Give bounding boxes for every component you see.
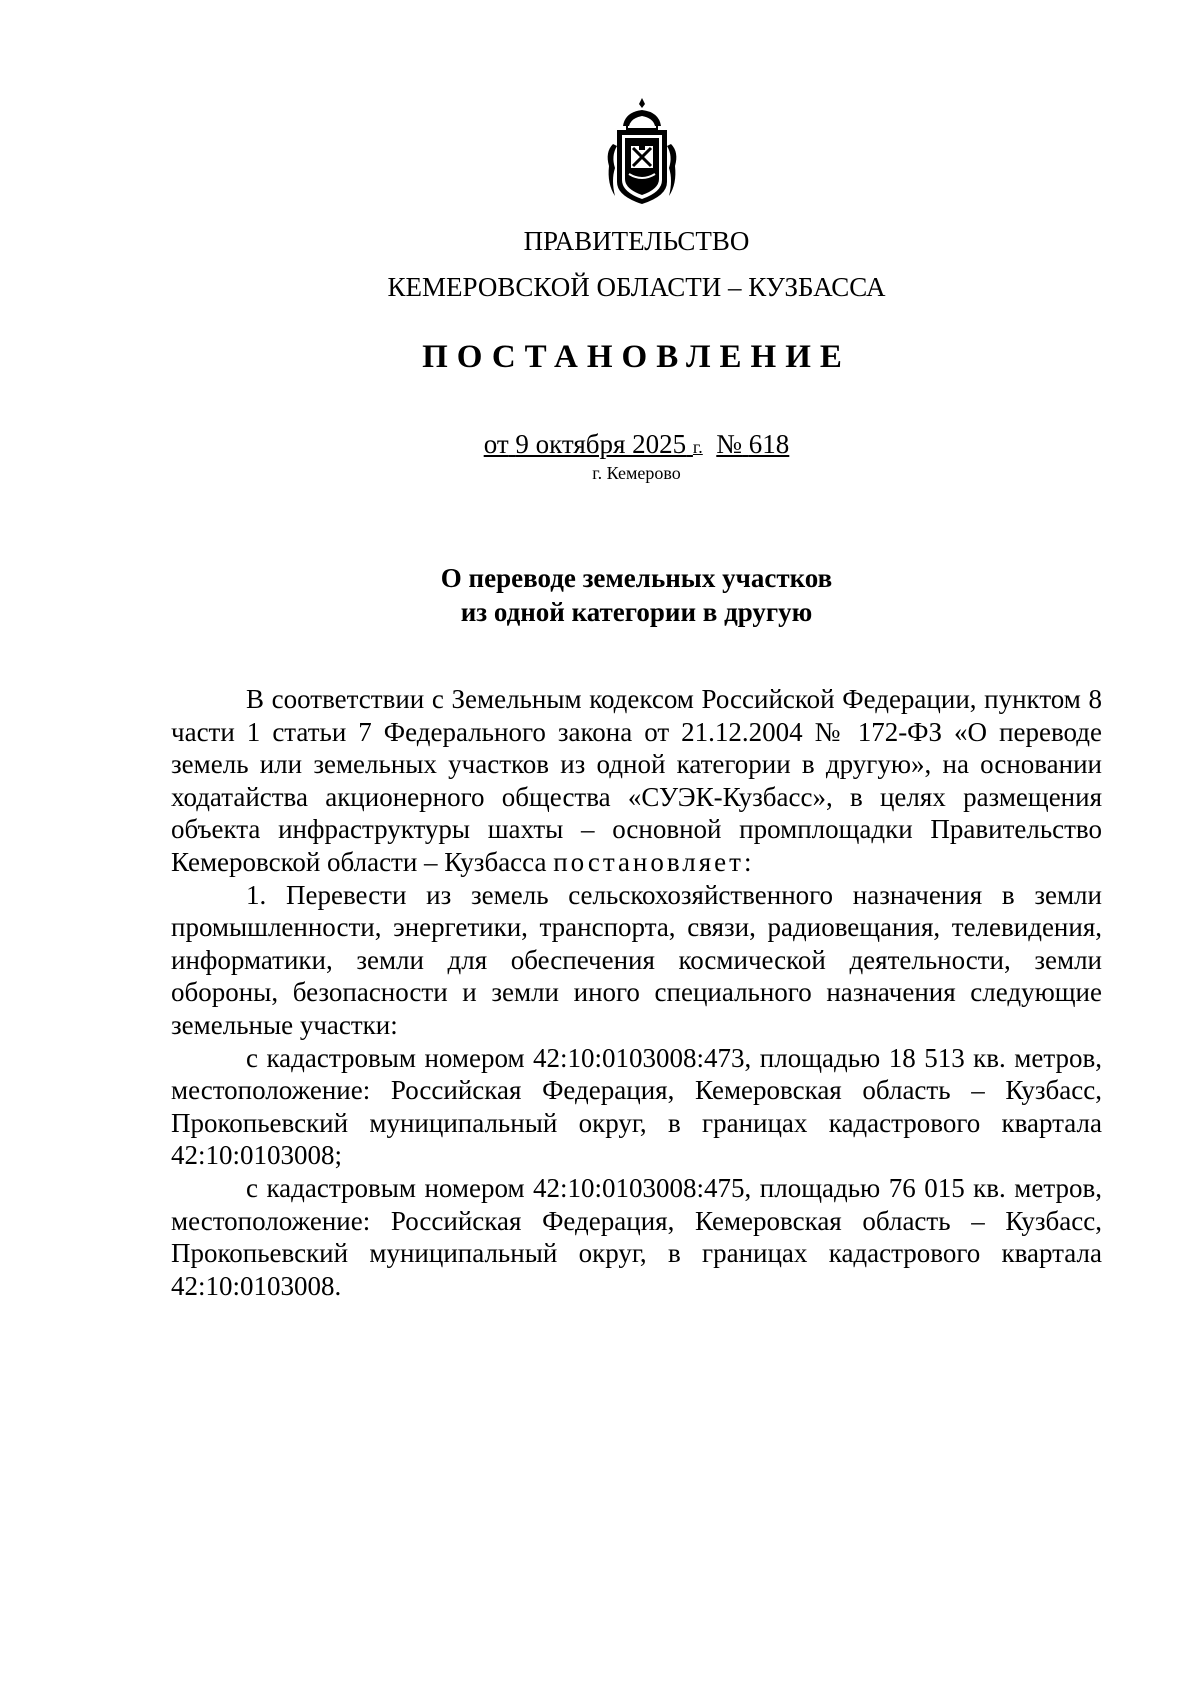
city-line: г. Кемерово — [592, 463, 681, 483]
document-subject — [0, 561, 1200, 629]
document-type-title: ПОСТАНОВЛЕНИЕ — [422, 339, 851, 375]
government-name-line-2: КЕМЕРОВСКОЙ ОБЛАСТИ – КУЗБАССА — [387, 272, 886, 302]
preamble-text: В соответствии с Земельным кодексом Российской Федерации, пунктом 8 части 1 статьи 7 Федерального закона от 21.12.2004 № 172-ФЗ «О переводе земель или земельных участков из одной категории в другую», на основании ходатайства акционерного общества «СУЭК-Кузбасс», в целях размещения объекта инфраструктуры шахты – основной промплощадки Правительство Кемеровской области – Кузбасса — [171, 684, 1102, 877]
subject-line-2: из одной категории в другую — [460, 597, 813, 627]
document-number: 618 — [748, 429, 790, 459]
year-suffix: г. — [692, 437, 703, 457]
number-sign: № — [716, 429, 743, 459]
subject-line-1: О переводе земельных участков — [440, 563, 833, 593]
document-body — [171, 683, 1102, 1302]
document-date: 9 октября 2025 — [515, 429, 687, 459]
preamble-paragraph — [171, 683, 1102, 879]
coat-of-arms-icon — [603, 96, 681, 208]
government-name-line-1: ПРАВИТЕЛЬСТВО — [523, 226, 750, 256]
item-1-paragraph: 1. Перевести из земель сельскохозяйственного назначения в земли промышленности, энергетики, транспорта, связи, радиовещания, телевидения, информатики, земли для обеспечения космической деятельности, земли обороны, безопасности и земли иного специального назначения следующие земельные участки: — [171, 879, 1102, 1040]
parcel-2-paragraph: с кадастровым номером 42:10:0103008:475, площадью 76 015 кв. метров, местоположение: Российская Федерация, Кемеровская область – Кузбасс, Прокопьевский муниципальный округ, в границах кадастрового квартала 42:10:0103008. — [171, 1172, 1102, 1301]
date-and-number-line — [0, 427, 1200, 464]
parcel-1-paragraph: с кадастровым номером 42:10:0103008:473, площадью 18 513 кв. метров, местоположение: Российская Федерация, Кемеровская область – Кузбасс, Прокопьевский муниципальный округ, в границах кадастрового квартала 42:10:0103008; — [171, 1042, 1102, 1171]
date-prefix: от — [483, 429, 509, 459]
decree-word: постановляет: — [553, 846, 755, 877]
